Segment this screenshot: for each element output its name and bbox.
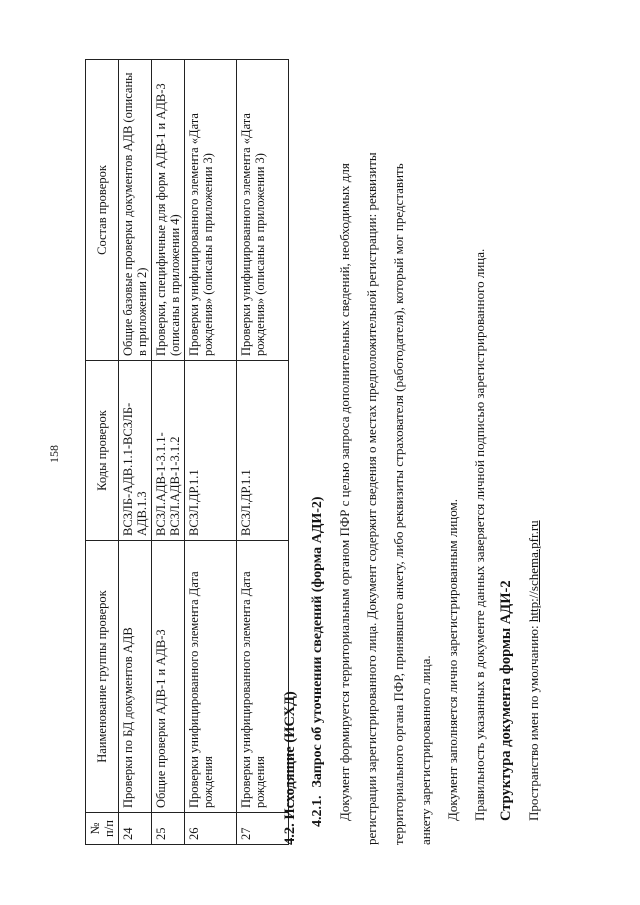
table-row [119, 60, 152, 845]
paragraph-personal-fill: Документ заполняется лично зарегистрированным лицом. [445, 499, 460, 821]
namespace-link[interactable]: http://schema.pfr.ru [526, 520, 541, 623]
header-codes: Коды проверок [86, 361, 119, 541]
subsection-title: Запрос об уточнении сведений (форма АДИ-2) [310, 496, 325, 788]
row-codes: ВСЗЛБ-АДВ.1.1-ВСЗЛБ-АДВ.1.3 [119, 361, 152, 541]
page-number: 158 [47, 445, 61, 463]
subsection-number: 4.2.1. [310, 795, 325, 827]
subsection-heading [304, 60, 331, 827]
row-composition: Проверки унифицированного элемента «Дата рождения» (описаны в приложении 3) [185, 60, 237, 361]
namespace-label: Пространство имен по умолчанию: [526, 622, 541, 821]
header-num: № п/п [86, 813, 119, 845]
row-num: 25 [152, 813, 185, 845]
row-num: 24 [119, 813, 152, 845]
namespace-line [520, 60, 547, 821]
paragraph-line: регистрации зарегистрированного лица. Документ содержит сведения о местах предположительной регистрации: реквизиты [364, 152, 379, 845]
row-codes: ВСЗЛ.ДР.1.1 [185, 361, 237, 541]
structure-heading: Структура документа формы АДИ-2 [498, 580, 514, 821]
row-composition: Общие базовые проверки документов АДВ (описаны в приложении 2) [119, 60, 152, 361]
section-heading: 4.2. Исходящие (ИСХД) [282, 691, 298, 845]
row-name: Проверки унифицированного элемента Дата рождения [237, 541, 289, 813]
paragraph-line: анкету зарегистрированного лица. [418, 655, 433, 845]
section-body [277, 60, 547, 845]
row-composition: Проверки, специфичные для форм АДВ-1 и АДВ-3 (описаны в приложении 4) [152, 60, 185, 361]
row-name: Проверки унифицированного элемента Дата рождения [185, 541, 237, 813]
row-codes: ВСЗЛ.ДР.1.1 [237, 361, 289, 541]
rotated-content [85, 60, 555, 845]
paragraph-line: Документ формируется территориальным органом ПФР с целью запроса дополнительных сведений, необходимых для [337, 163, 352, 821]
paragraph-signature: Правильность указанных в документе данных заверяется личной подписью зарегистрированного лица. [472, 248, 487, 821]
table-row [152, 60, 185, 845]
table-header-row [86, 60, 119, 845]
row-name: Общие проверки АДВ-1 и АДВ-3 [152, 541, 185, 813]
header-name: Наименование группы проверок [86, 541, 119, 813]
row-num: 27 [237, 813, 289, 845]
table-row [185, 60, 237, 845]
row-codes: ВСЗЛ.АДВ-1-3.1.1-ВСЗЛ.АДВ-1-3.1.2 [152, 361, 185, 541]
paragraph-line: территориального органа ПФР, принявшего анкету, либо реквизиты страхователя (работодателя), который мог представить [391, 163, 406, 845]
checks-table [85, 59, 289, 845]
row-name: Проверки по БД документов АДВ [119, 541, 152, 813]
header-composition: Состав проверок [86, 60, 119, 361]
row-composition: Проверки унифицированного элемента «Дата рождения» (описаны в приложении 3) [237, 60, 289, 361]
row-num: 26 [185, 813, 237, 845]
